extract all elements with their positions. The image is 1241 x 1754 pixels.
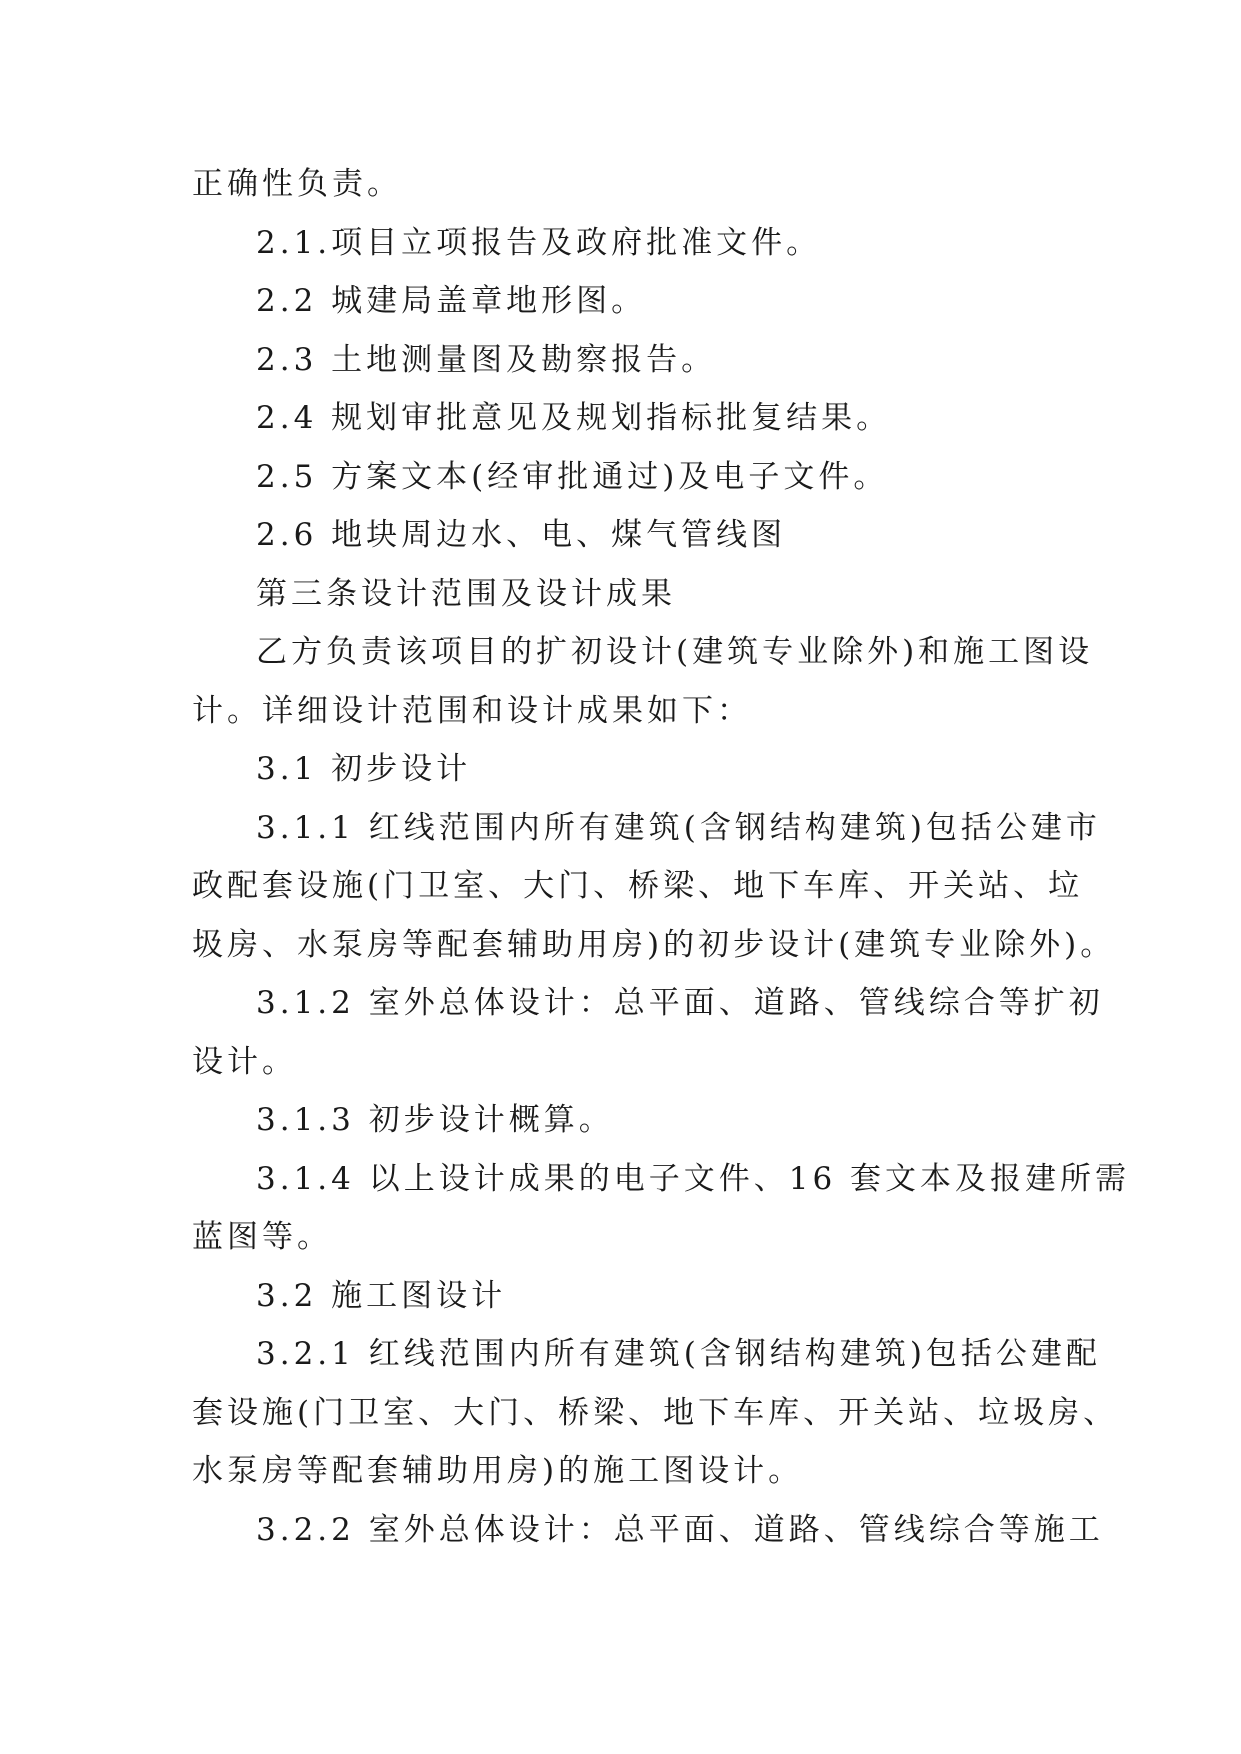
text-line: 3.1.4 以上设计成果的电子文件、16 套文本及报建所需 xyxy=(256,1160,1131,1197)
text-line: 2.2 城建局盖章地形图。 xyxy=(256,283,647,319)
text-line: 正确性负责。 xyxy=(192,166,402,202)
text-line: 3.2.1 红线范围内所有建筑(含钢结构建筑)包括公建配 xyxy=(256,1336,1101,1372)
text-line: 3.1.3 初步设计概算。 xyxy=(256,1102,614,1138)
text-line: 3.1.2 室外总体设计：总平面、道路、管线综合等扩初 xyxy=(256,985,1104,1021)
text-line: 圾房、水泵房等配套辅助用房)的初步设计(建筑专业除外)。 xyxy=(192,926,1116,963)
text-line: 2.6 地块周边水、电、煤气管线图 xyxy=(256,517,787,553)
text-line: 2.5 方案文本(经审批通过)及电子文件。 xyxy=(256,458,889,495)
text-line: 2.4 规划审批意见及规划指标批复结果。 xyxy=(256,400,892,436)
text-line: 蓝图等。 xyxy=(192,1219,332,1255)
text-line: 政配套设施(门卫室、大门、桥梁、地下车库、开关站、垃 xyxy=(192,868,1084,904)
text-line: 设计。 xyxy=(192,1043,297,1080)
section-heading: 第三条设计范围及设计成果 xyxy=(256,575,676,612)
subsection-heading: 3.1 初步设计 xyxy=(256,751,472,787)
text-line: 乙方负责该项目的扩初设计(建筑专业除外)和施工图设 xyxy=(256,634,1094,670)
document-body xyxy=(192,155,1131,1559)
text-line: 2.3 土地测量图及勘察报告。 xyxy=(256,341,717,378)
text-line: 计。详细设计范围和设计成果如下： xyxy=(192,692,752,729)
text-line: 3.1.1 红线范围内所有建筑(含钢结构建筑)包括公建市 xyxy=(256,809,1101,846)
subsection-heading: 3.2 施工图设计 xyxy=(256,1277,507,1314)
text-line: 3.2.2 室外总体设计：总平面、道路、管线综合等施工 xyxy=(256,1511,1104,1548)
text-line: 套设施(门卫室、大门、桥梁、地下车库、开关站、垃圾房、 xyxy=(192,1394,1119,1431)
text-line: 水泵房等配套辅助用房)的施工图设计。 xyxy=(192,1453,804,1489)
text-line: 2.1.项目立项报告及政府批准文件。 xyxy=(256,224,822,261)
